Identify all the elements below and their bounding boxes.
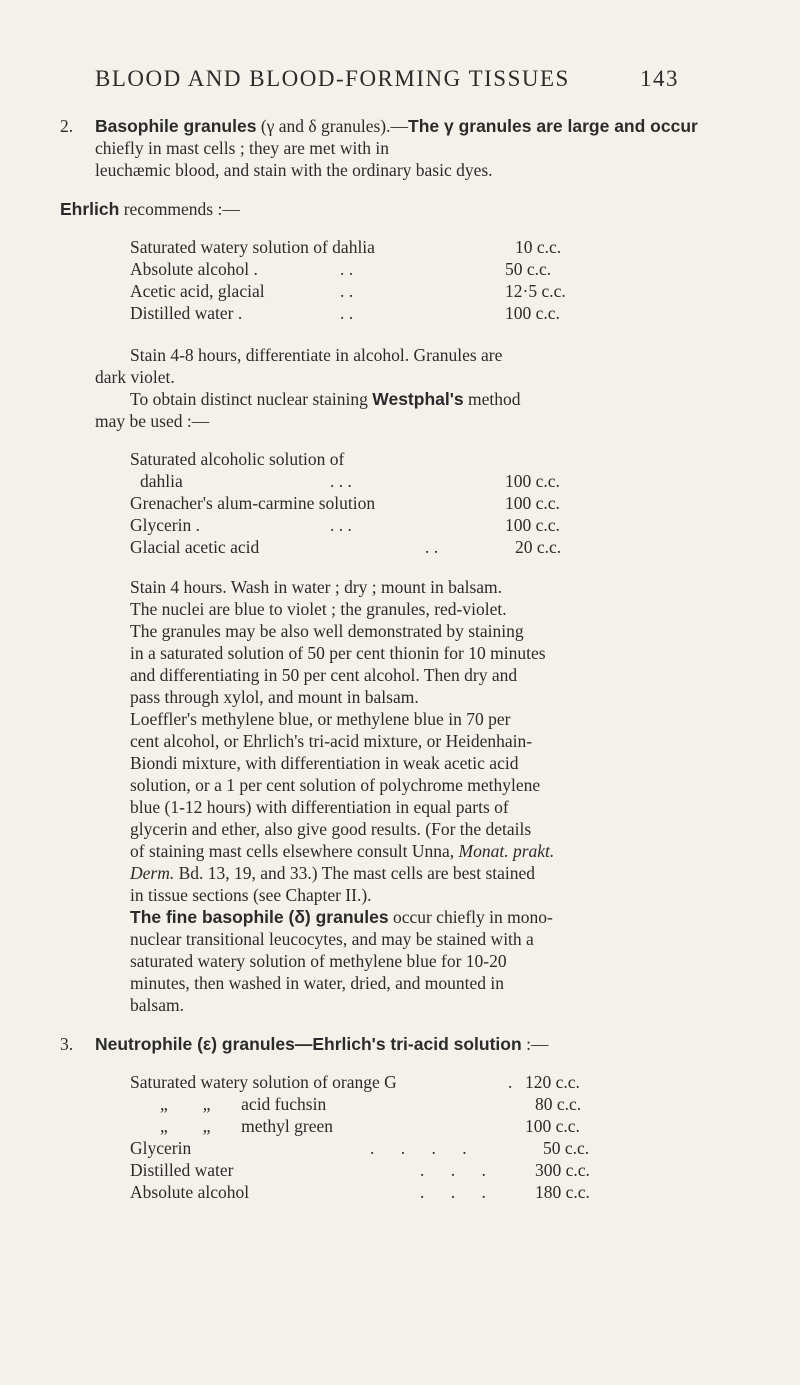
- paragraph-line: balsam.: [130, 995, 184, 1015]
- paragraph-line: of staining mast cells elsewhere consult Unna, Monat. prakt.: [130, 841, 555, 861]
- recipe-row: „ „ acid fuchsin 80 c.c.: [160, 1094, 582, 1114]
- paragraph-line: solution, or a 1 per cent solution of polychrome methylene: [130, 775, 541, 795]
- paragraph-line: blue (1-12 hours) with differentiation in equal parts of: [130, 797, 509, 817]
- paragraph-line: minutes, then washed in water, dried, and mounted in: [130, 973, 505, 993]
- paragraph-line: saturated watery solution of methylene blue for 10-20: [130, 951, 507, 971]
- recipe-row: Distilled water . . . 300 c.c.: [130, 1160, 590, 1180]
- paragraph-line: Stain 4-8 hours, differentiate in alcohol. Granules are: [130, 345, 503, 365]
- recipe-row: Glycerin . . . . 100 c.c.: [130, 515, 560, 535]
- paragraph-line: glycerin and ether, also give good results. (For the details: [130, 819, 532, 839]
- paragraph-line: The granules may be also well demonstrated by staining: [130, 621, 524, 641]
- recipe-row: Glycerin . . . . 50 c.c.: [130, 1138, 590, 1158]
- recipe-row: dahlia . . . 100 c.c.: [140, 471, 560, 491]
- paragraph-line: Derm. Bd. 13, 19, and 33.) The mast cells are best stained: [130, 863, 536, 883]
- paragraph-line: chiefly in mast cells ; they are met with in: [95, 138, 390, 158]
- section-2-heading-line: Basophile granules (γ and δ granules).—The γ granules are large and occur: [95, 116, 698, 136]
- section-3-heading: Neutrophile (ε) granules—Ehrlich's tri-acid solution: [95, 1034, 522, 1054]
- section-2-number: 2.: [60, 116, 74, 136]
- recipe-row: Grenacher's alum-carmine solution 100 c.c.: [130, 493, 560, 513]
- running-header: [95, 66, 679, 92]
- paragraph-line: and differentiating in 50 per cent alcohol. Then dry and: [130, 665, 518, 685]
- paragraph-line: dark violet.: [95, 367, 175, 387]
- header-title: BLOOD AND BLOOD-FORMING TISSUES: [95, 66, 570, 91]
- paragraph-line: Loeffler's methylene blue, or methylene blue in 70 per: [130, 709, 511, 729]
- recipe-header: Saturated alcoholic solution of: [130, 449, 345, 469]
- recipe-row: Distilled water . . . 100 c.c.: [130, 303, 560, 323]
- paragraph-line: leuchæmic blood, and stain with the ordinary basic dyes.: [95, 160, 493, 180]
- section-3-heading-line: Neutrophile (ε) granules—Ehrlich's tri-acid solution :—: [95, 1034, 549, 1054]
- section-3-number: 3.: [60, 1034, 74, 1054]
- paragraph-line: The fine basophile (δ) granules occur chiefly in mono-: [130, 907, 553, 927]
- recipe-row: „ „ methyl green 100 c.c.: [160, 1116, 580, 1136]
- paragraph-line: Stain 4 hours. Wash in water ; dry ; mount in balsam.: [130, 577, 503, 597]
- recipe-row: Saturated watery solution of orange G . 120 c.c.: [130, 1072, 580, 1092]
- recipe-row: Absolute alcohol . . . 50 c.c.: [130, 259, 552, 279]
- page-number: 143: [640, 66, 679, 91]
- paragraph-line: in tissue sections (see Chapter II.).: [130, 885, 372, 905]
- section-2-heading: Basophile granules: [95, 116, 257, 136]
- paragraph-line: nuclear transitional leucocytes, and may be stained with a: [130, 929, 534, 949]
- recipe-row: Acetic acid, glacial . . 12·5 c.c.: [130, 281, 566, 301]
- paragraph-line: Biondi mixture, with differentiation in weak acetic acid: [130, 753, 519, 773]
- paragraph-line: in a saturated solution of 50 per cent thionin for 10 minutes: [130, 643, 546, 663]
- paragraph-line: pass through xylol, and mount in balsam.: [130, 687, 419, 707]
- recipe-row: Glacial acetic acid . . 20 c.c.: [130, 537, 562, 557]
- paragraph-line: The nuclei are blue to violet ; the granules, red-violet.: [130, 599, 507, 619]
- paragraph-line: To obtain distinct nuclear staining Westphal's method: [130, 389, 521, 409]
- paragraph-line: may be used :—: [95, 411, 210, 431]
- paragraph-line: cent alcohol, or Ehrlich's tri-acid mixture, or Heidenhain-: [130, 731, 533, 751]
- recipe-row: Absolute alcohol . . . 180 c.c.: [130, 1182, 590, 1202]
- ehrlich-intro: Ehrlich recommends :—: [60, 199, 240, 219]
- recipe-row: Saturated watery solution of dahlia 10 c.c.: [130, 237, 562, 257]
